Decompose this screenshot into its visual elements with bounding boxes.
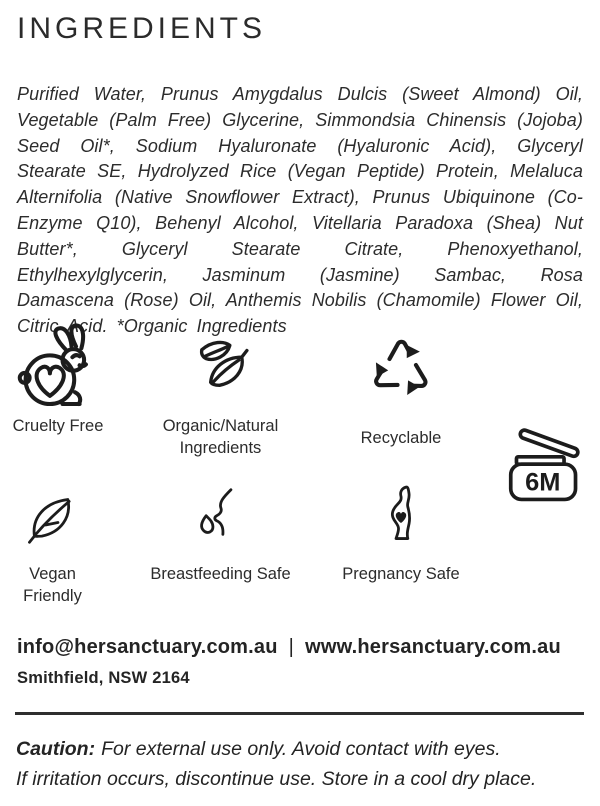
badge-vegan-friendly <box>10 484 95 607</box>
leaf-icon <box>22 484 84 556</box>
contact-email: info@hersanctuary.com.au <box>17 636 278 658</box>
badge-label-organic-natural: Organic/Natural Ingredients <box>162 417 279 457</box>
badge-cruelty-free <box>12 322 104 438</box>
pao-label: 6M <box>525 468 561 497</box>
caution-line-1 <box>16 734 591 764</box>
badge-label-vegan-friendly: Vegan Friendly <box>23 565 82 605</box>
open-jar-icon <box>505 424 587 506</box>
badge-recyclable <box>342 325 460 450</box>
page-title: INGREDIENTS <box>17 12 267 45</box>
contact-website: www.hersanctuary.com.au <box>305 636 561 658</box>
badge-organic-natural <box>148 330 293 459</box>
leaves-icon <box>183 330 259 414</box>
ingredients-text: Purified Water, Prunus Amygdalus Dulcis (Sweet Almond) Oil, Vegetable (Palm Free) Glycerine, Simmondsia Chinensis (Jojoba) Seed Oil*, Sodium Hyaluronate (Hyaluronic Acid), Glyceryl Stearate SE, Hydrolyzed Rice (Vegan Peptide) Protein, Melaluca Alternifolia (Native Snowflower Extract), Prunus Ubiquinone (Co-Enzyme Q10), Behenyl Alcohol, Vitellaria Paradoxa (Shea) Nut Butter*, Glyceryl Stearate Citrate, Phenoxyethanol, Ethylhexylglycerin, Jasminum (Jasmine) Sambac, Rosa Damascena (Rose) Oil, Anthemis Nobilis (Chamomile) Flower Oil, Citric Acid. *Organic Ingredients <box>17 84 583 337</box>
contact-separator: | <box>288 636 295 658</box>
badge-pregnancy-safe <box>340 474 462 586</box>
caution-heading: Caution: <box>16 738 96 760</box>
contact-address: Smithfield, NSW 2164 <box>17 669 190 687</box>
pregnant-woman-heart-icon <box>370 474 432 556</box>
breastfeeding-icon <box>190 478 252 556</box>
caution-text <box>16 734 591 794</box>
rabbit-heart-icon <box>13 322 103 414</box>
badge-label-breastfeeding-safe: Breastfeeding Safe <box>150 565 291 583</box>
badge-label-pregnancy-safe: Pregnancy Safe <box>342 565 460 583</box>
badge-breastfeeding-safe <box>148 478 293 586</box>
badge-label-recyclable: Recyclable <box>360 429 442 447</box>
divider-line <box>15 712 584 715</box>
recycle-arrows-icon <box>360 325 442 411</box>
caution-line-2: If irritation occurs, discontinue use. Store in a cool dry place. <box>16 768 537 790</box>
caution-body-1: For external use only. Avoid contact with eyes. <box>101 738 501 760</box>
contact-line <box>17 636 561 659</box>
badge-label-cruelty-free: Cruelty Free <box>12 417 104 435</box>
